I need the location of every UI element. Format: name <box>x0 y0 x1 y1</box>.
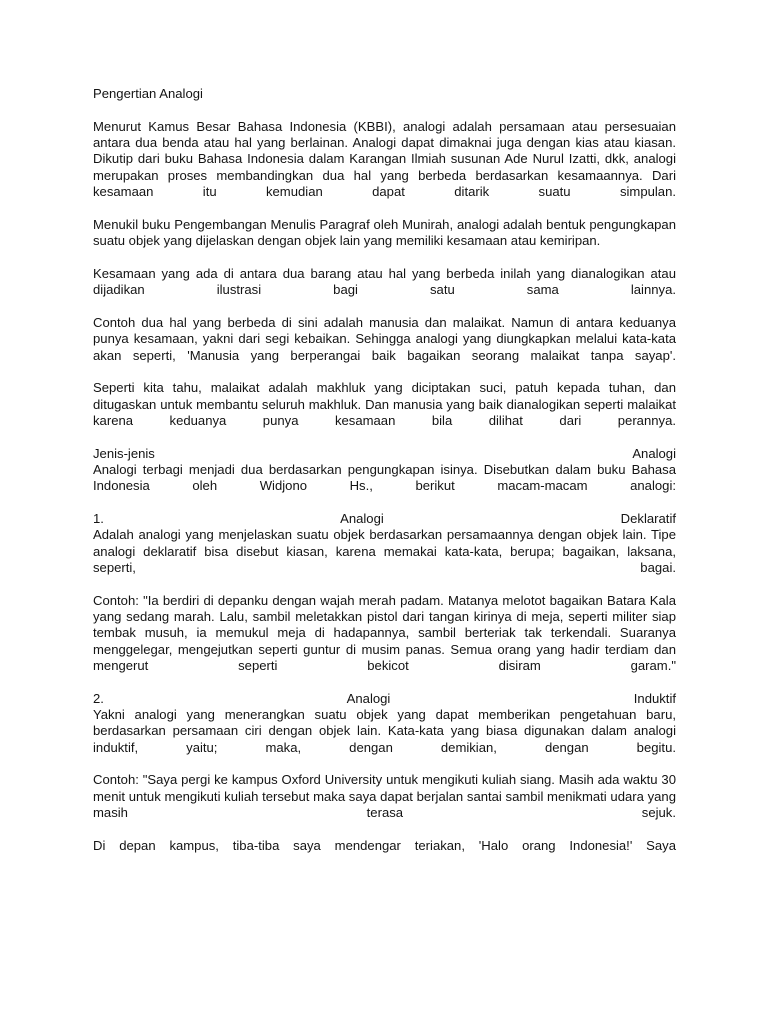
paragraph-contoh-deklaratif: Contoh: "Ia berdiri di depanku dengan wajah merah padam. Matanya melotot bagaikan Batara Kala yang sedang marah. Lalu, sambil meletakkan pistol dari tangan kirinya di meja, seperti militer siap tembak musuh, ia memukul meja di hadapannya, sambil berteriak tak terkendali. Suaranya menggelegar, mengejutkan seperti guntur di musim panas. Semua orang yang hadir terdiam dan mengerut seperti bekicot disiram garam." <box>93 592 676 674</box>
analogi-deklaratif-heading: 1. Analogi Deklaratif <box>93 510 676 526</box>
document-title: Pengertian Analogi <box>93 86 203 101</box>
analogi-deklaratif-text: Adalah analogi yang menjelaskan suatu objek berdasarkan persamaannya dengan objek lain. Tipe analogi deklaratif bisa disebut kiasan, karena memakai kata-kata, berupa; bagaikan, laksana, seperti, bagai. <box>93 527 676 575</box>
analogi-induktif-heading: 2. Analogi Induktif <box>93 690 676 706</box>
paragraph-contoh-induktif: Contoh: "Saya pergi ke kampus Oxford University untuk mengikuti kuliah siang. Masih ada waktu 30 menit untuk mengikuti kuliah tersebut maka saya dapat berjalan santai sambil menikmati udara yang masih terasa sejuk. <box>93 772 676 821</box>
analogi-induktif-text: Yakni analogi yang menerangkan suatu objek yang dapat memberikan pengetahuan baru, berdasarkan persamaan ciri dengan objek lain. Kata-kata yang biasa digunakan dalam analogi induktif, yaitu; maka, dengan demikian, dengan begitu. <box>93 707 676 755</box>
paragraph-analogi-deklaratif <box>93 511 676 576</box>
paragraph-munirah: Menukil buku Pengembangan Menulis Paragraf oleh Munirah, analogi adalah bentuk pengungkapan suatu objek yang dijelaskan dengan objek lain yang memiliki kesamaan atau kemiripan. <box>93 216 676 249</box>
paragraph-kesamaan: Kesamaan yang ada di antara dua barang atau hal yang berbeda inilah yang dianalogikan atau dijadikan ilustrasi bagi satu sama lainnya. <box>93 265 676 298</box>
izatti-citation-text: Dikutip dari buku Bahasa Indonesia dalam Karangan Ilmiah susunan Ade Nurul Izatti, dkk, analogi merupakan proses membandingkan dua hal yang berbeda berdasarkan kesamaannya. Dari kesamaan itu kemudian dapat ditarik suatu simpulan. <box>93 151 676 200</box>
jenis-analogi-heading: Jenis-jenis Analogi <box>93 445 676 461</box>
paragraph-peran-malaikat: Seperti kita tahu, malaikat adalah makhluk yang diciptakan suci, patuh kepada tuhan, dan ditugaskan untuk membantu seluruh makhluk. Dan manusia yang baik dianalogikan seperti malaikat karena keduanya punya kesamaan bila dilihat dari perannya. <box>93 380 676 428</box>
paragraph-analogi-induktif <box>93 691 676 756</box>
paragraph-contoh-malaikat: Contoh dua hal yang berbeda di sini adalah manusia dan malaikat. Namun di antara keduanya punya kesamaan, yakni dari segi kebaikan. Sehingga analogi yang diungkapkan melalui kata-kata akan seperti, 'Manusia yang berperangai baik bagaikan seorang malaikat tanpa sayap'. <box>93 314 676 363</box>
paragraph-kbbi-definition <box>93 119 676 201</box>
document-body <box>93 86 676 871</box>
kbbi-definition-text: Menurut Kamus Besar Bahasa Indonesia (KBBI), analogi adalah persamaan atau persesuaian antara dua benda atau hal yang berlainan. Analogi dapat dimaknai juga dengan kias atau kiasan. <box>93 118 676 151</box>
paragraph-depan-kampus: Di depan kampus, tiba-tiba saya mendengar teriakan, 'Halo orang Indonesia!' Saya <box>93 837 676 853</box>
jenis-analogi-text: Analogi terbagi menjadi dua berdasarkan pengungkapan isinya. Disebutkan dalam buku Bahasa Indonesia oleh Widjono Hs., berikut macam-macam analogi: <box>93 461 676 494</box>
paragraph-jenis-analogi <box>93 446 676 495</box>
